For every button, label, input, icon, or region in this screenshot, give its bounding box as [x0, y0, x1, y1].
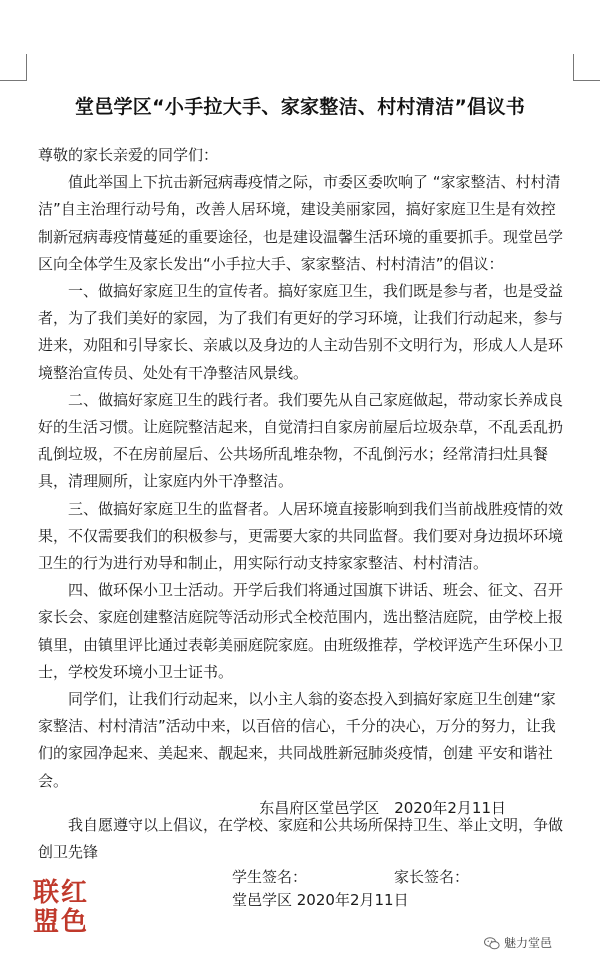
parent-signature-label: 家长签名：	[394, 868, 470, 886]
paragraph-intro: 值此举国上下抗击新冠病毒疫情之际，市委区委吹响了 “家家整洁、村村清洁”自主治理行动号角，改善人居环境，建设美丽家园，搞好家庭卫生是有效控制新冠病毒疫情蔓延的重要途径，也是建设温馨生活环境的重要抓手。现堂邑学区向全体学生及家长发出“小手拉大手、家家整洁、村村清洁”的倡议：	[38, 173, 564, 273]
student-signature-label: 学生签名：	[232, 868, 308, 886]
wechat-watermark	[484, 934, 552, 951]
seal-char: 联	[32, 878, 60, 908]
document-title: 堂邑学区“小手拉大手、家家整洁、村村清洁”倡议书	[74, 96, 526, 118]
paragraph-closing: 同学们，让我们行动起来，以小主人翁的姿态投入到搞好家庭卫生创建“家家整洁、村村清洁”活动中来，以百倍的信心，千分的决心，万分的努力，让我们的家园净起来、美起来、靓起来，共同战胜新冠肺炎疫情，创建 平安和谐社会。	[38, 690, 556, 790]
wechat-icon	[484, 937, 500, 950]
red-seal-stamp	[28, 872, 92, 936]
seal-char: 盟	[32, 907, 60, 936]
seal-char: 红	[60, 878, 88, 908]
paragraph-one: 一、做搞好家庭卫生的宣传者。搞好家庭卫生，我们既是参与者，也是受益者，为了我们美好的家园，为了我们有更好的学习环境，让我们行动起来，参与进来，劝阻和引导家长、亲戚以及身边的人主动告别不文明行为，形成人人是环境整治宣传员、处处有干净整洁风景线。	[38, 282, 564, 382]
watermark-text: 魅力堂邑	[504, 936, 553, 950]
paragraph-three: 三、做搞好家庭卫生的监督者。人居环境直接影响到我们当前战胜疫情的效果，不仅需要我们的积极参与，更需要大家的共同监督。我们要对身边损坏环境卫生的行为进行劝导和制止，用实际行动支持家家整洁、村村清洁。	[38, 499, 564, 573]
paragraph-two: 二、做搞好家庭卫生的践行者。我们要先从自己家庭做起，带动家长养成良好的生活习惯。让庭院整洁起来，自觉清扫自家房前屋后垃圾杂草，不乱丢乱扔乱倒垃圾，不在房前屋后、公共场所乱堆杂物，不乱倒污水；经常清扫灶具餐具，清理厕所，让家庭内外干净整洁。	[38, 390, 564, 491]
greeting: 尊敬的家长亲爱的同学们：	[38, 146, 219, 164]
pledge-text: 我自愿遵守以上倡议，在学校、家庭和公共场所保持卫生、举止文明，争做创卫先锋	[38, 816, 564, 861]
paragraph-four: 四、做环保小卫士活动。开学后我们将通过国旗下讲话、班会、征文、召开家长会、家庭创建整洁庭院等活动形式全校范围内，选出整洁庭院，由学校上报镇里，由镇里评比通过表彰美丽庭院家庭。由班级推荐，学校评选产生环保小卫士，学校发环境小卫士证书。	[38, 581, 564, 681]
crop-mark-top-left	[0, 54, 27, 81]
document-body	[38, 142, 570, 822]
crop-mark-top-right	[573, 54, 600, 81]
footer-date: 堂邑学区 2020年2月11日	[232, 891, 409, 909]
seal-char: 色	[60, 907, 88, 936]
signature-line: 东昌府区堂邑学区 2020年2月11日	[259, 798, 506, 817]
